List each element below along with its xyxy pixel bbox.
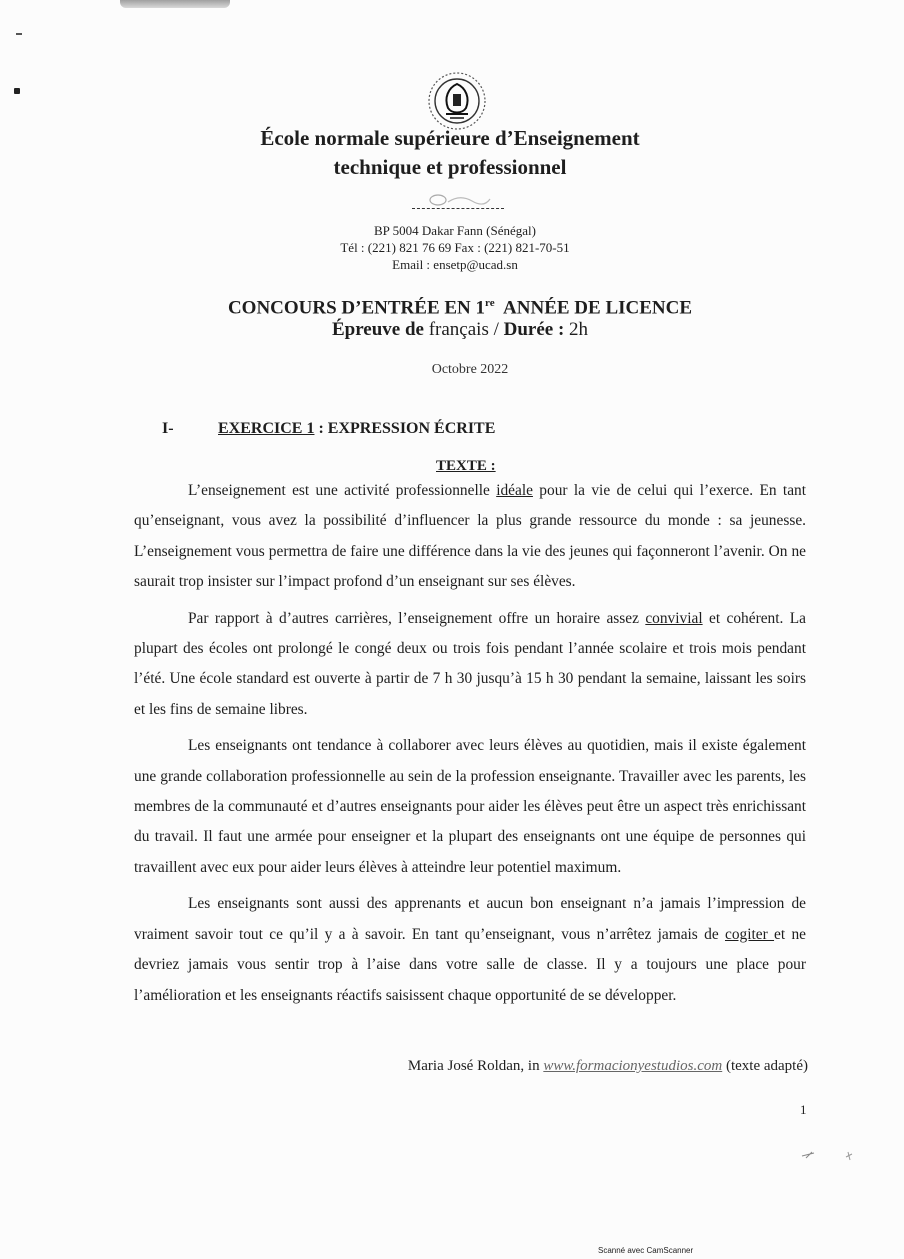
section-number: I-	[162, 420, 174, 437]
exam-title: CONCOURS D’ENTRÉE EN 1re ANNÉE DE LICENCE	[227, 297, 693, 319]
phone-line: Tél : (221) 821 76 69 Fax : (221) 821-70-51	[340, 240, 570, 255]
underlined-word: cogiter	[724, 925, 775, 943]
text-body	[134, 476, 806, 1017]
ordinal-suffix: re	[485, 297, 495, 309]
source-author: Maria José Roldan, in	[407, 1058, 540, 1074]
scan-smudge	[120, 0, 230, 8]
underlined-word: convivial	[645, 609, 703, 627]
paragraph: Les enseignants sont aussi des apprenants et aucun bon enseignant n’a jamais l’impression de vraiment savoir tout ce qu’il y a à savoir. En tant qu’enseignant, vous n’arrêtez jamais de cogiter et ne devriez jamais vous sentir trop à l’aise dans votre salle de classe. Il y a toujours une place pour l’amélioration et les enseignants réactifs saisissent chaque opportunité de se développer.	[134, 895, 807, 1004]
email-line: Email : ensetp@ucad.sn	[392, 257, 518, 272]
scan-mark	[16, 33, 22, 35]
exam-date: Octobre 2022	[431, 362, 509, 377]
subject-label: Épreuve de	[331, 319, 424, 340]
section-heading	[162, 420, 662, 438]
duration-value: 2h	[569, 319, 589, 340]
school-name	[180, 124, 720, 182]
paragraph: Les enseignants ont tendance à collaborer avec leurs élèves au quotidien, mais il existe également une grande collaboration professionnelle au sein de la profession enseignante. Travailler avec les parents, les membres de la communauté et d’autres enseignants pour aider les élèves peut être un aspect très enrichissant du travail. Il faut une armée pour enseigner et la plupart des enseignants ont une équipe de personnes qui travaillent avec eux pour aider leurs élèves à atteindre leur potentiel maximum.	[134, 737, 806, 876]
paragraph: L’enseignement est une activité professionnelle idéale pour la vie de celui qui l’exerce. En tant qu’enseignant, vous avez la possibilité d’influencer la plus grande ressource du monde : sa jeunesse. L’enseignement vous permettra de faire une différence dans la vie des jeunes qui façonneront l’avenir. On ne saurait trop insister sur l’impact profond d’un enseignant sur ses élèves.	[134, 482, 806, 591]
address-line: BP 5004 Dakar Fann (Sénégal)	[374, 223, 536, 238]
header-divider	[412, 208, 504, 209]
text-source	[408, 1058, 808, 1075]
exercise-title: : EXPRESSION ÉCRITE	[318, 420, 496, 437]
school-seal-icon	[426, 70, 488, 132]
text-heading: TEXTE :	[436, 458, 496, 474]
exam-subject-line	[150, 318, 770, 342]
scan-mark	[14, 88, 20, 94]
duration-label: Durée :	[503, 319, 565, 340]
source-site: www.formacionyestudios.com	[543, 1058, 723, 1074]
school-name-line1: École normale supérieure d’Enseignement	[260, 126, 640, 150]
subject-value: français /	[428, 319, 499, 340]
scanner-footer: Scanné avec CamScanner	[598, 1246, 694, 1255]
exercise-label: EXERCICE 1	[218, 420, 315, 437]
paragraph: Par rapport à d’autres carrières, l’enseignement offre un horaire assez convivial et cohérent. La plupart des écoles ont prolongé le congé deux ou trois fois pendant l’année scolaire et trois mois pendant l’été. Une école standard est ouverte à partir de 7 h 30 jusqu’à 15 h 30 pendant la semaine, laissant les soirs et les fins de semaine libres.	[134, 609, 806, 718]
school-name-line2: technique et professionnel	[333, 155, 567, 179]
source-note: (texte adapté)	[725, 1058, 808, 1074]
contact-block	[230, 222, 680, 273]
underlined-word: idéale	[496, 482, 533, 499]
faded-stamp-icon	[414, 190, 494, 210]
scan-mark	[800, 1148, 860, 1162]
page-number: 1	[800, 1102, 807, 1117]
